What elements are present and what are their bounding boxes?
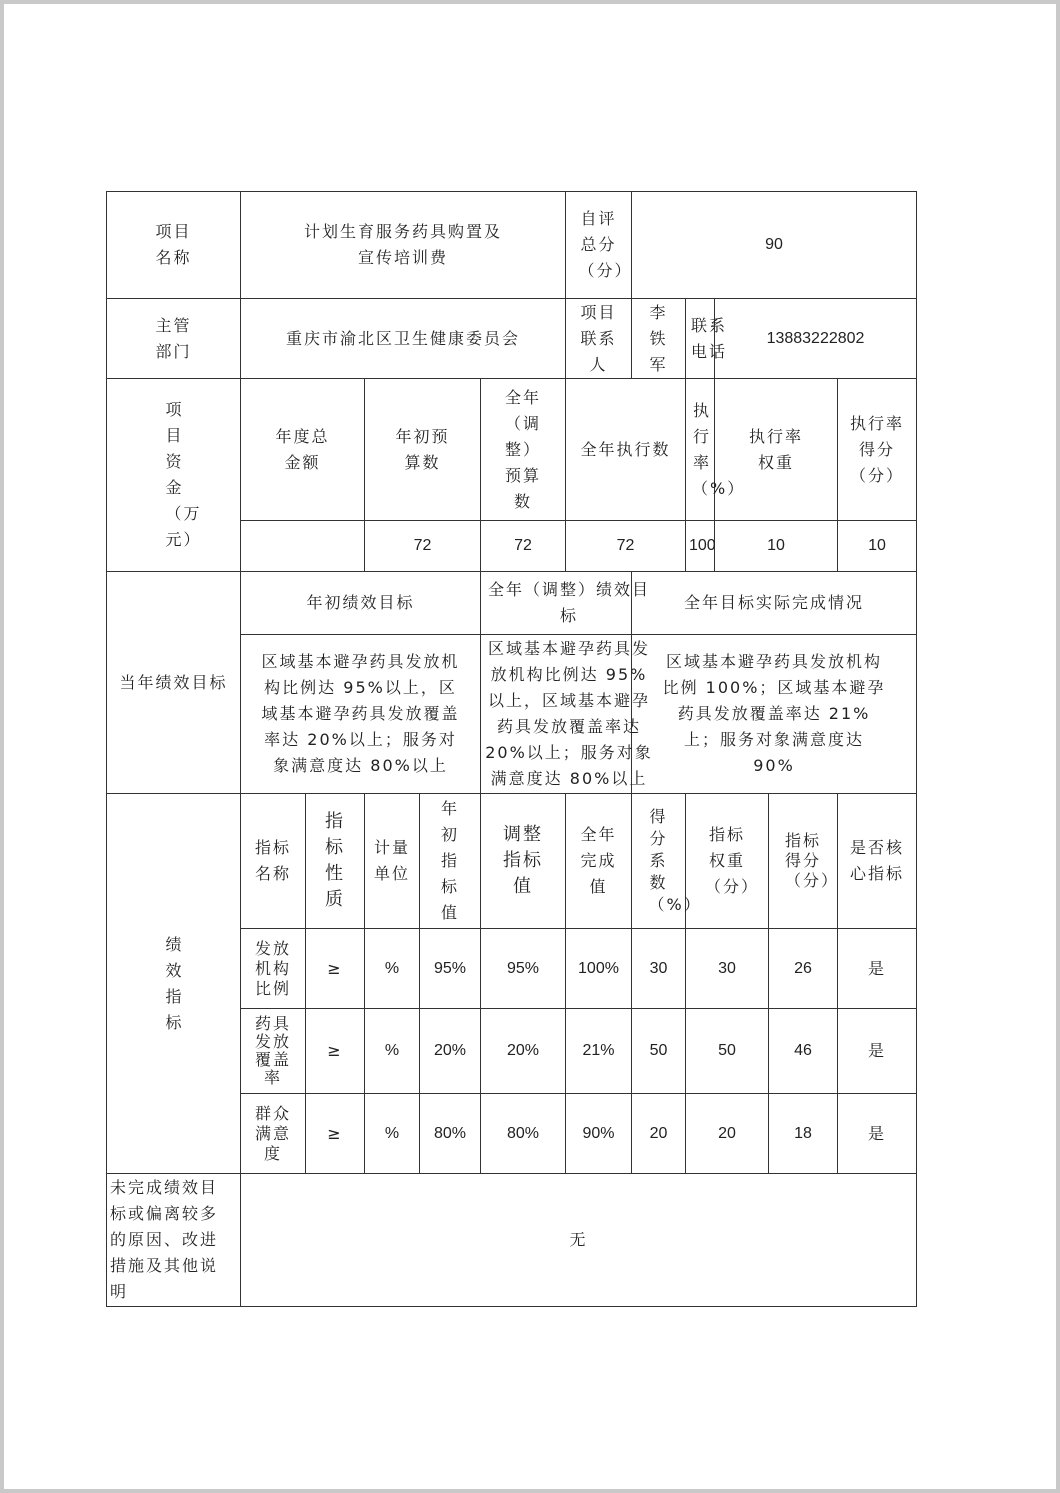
phone-label: 联系电话 bbox=[686, 299, 715, 379]
indicator-initial-value: 80% bbox=[420, 1094, 481, 1174]
indicator-header-adjusted: 调整指标值 bbox=[481, 794, 566, 929]
indicator-nature: ≥ bbox=[306, 929, 365, 1009]
department-row bbox=[107, 299, 917, 379]
performance-evaluation-table bbox=[106, 191, 917, 1307]
indicator-header-completed: 全年完成值 bbox=[566, 794, 632, 929]
indicator-header-weight: 指标权重（分） bbox=[686, 794, 769, 929]
indicator-name: 药具发放覆盖率 bbox=[241, 1009, 306, 1094]
funds-adjusted-header: 全年（调整）预算数 bbox=[481, 379, 566, 521]
indicator-nature: ≥ bbox=[306, 1094, 365, 1174]
goals-actual-text: 区域基本避孕药具发放机构比例 100%；区域基本避孕药具发放覆盖率达 21%上；服务对象满意度达 90% bbox=[632, 635, 917, 794]
goals-label: 当年绩效目标 bbox=[107, 572, 241, 794]
department-value: 重庆市渝北区卫生健康委员会 bbox=[241, 299, 566, 379]
indicator-core: 是 bbox=[838, 1094, 917, 1174]
indicator-core: 是 bbox=[838, 1009, 917, 1094]
indicator-header-score: 指标得分（分） bbox=[769, 794, 838, 929]
indicator-initial-value: 95% bbox=[420, 929, 481, 1009]
indicator-score: 18 bbox=[769, 1094, 838, 1174]
goals-header-row bbox=[107, 572, 917, 635]
indicator-adjusted-value: 20% bbox=[481, 1009, 566, 1094]
project-row bbox=[107, 192, 917, 299]
indicator-unit: % bbox=[365, 929, 420, 1009]
funds-adjusted-value: 72 bbox=[481, 521, 566, 572]
self-score-value: 90 bbox=[632, 192, 917, 299]
funds-weight-header: 执行率权重 bbox=[715, 379, 838, 521]
contact-value: 李铁军 bbox=[632, 299, 686, 379]
indicator-nature: ≥ bbox=[306, 1009, 365, 1094]
indicator-coefficient: 20 bbox=[632, 1094, 686, 1174]
funds-executed-value: 72 bbox=[566, 521, 686, 572]
indicator-weight: 50 bbox=[686, 1009, 769, 1094]
indicator-coefficient: 30 bbox=[632, 929, 686, 1009]
phone-value: 13883222802 bbox=[715, 299, 917, 379]
indicator-completed-value: 90% bbox=[566, 1094, 632, 1174]
goals-adjusted-text: 区域基本避孕药具发放机构比例达 95%以上，区域基本避孕药具发放覆盖率达 20%以上；服务对象满意度达 80%以上 bbox=[481, 635, 632, 794]
remarks-label: 未完成绩效目标或偏离较多的原因、改进措施及其他说明 bbox=[107, 1174, 241, 1307]
department-label: 主管部门 bbox=[107, 299, 241, 379]
indicator-header-name: 指标名称 bbox=[241, 794, 306, 929]
indicator-initial-value: 20% bbox=[420, 1009, 481, 1094]
indicator-header-unit: 计量单位 bbox=[365, 794, 420, 929]
indicator-unit: % bbox=[365, 1009, 420, 1094]
indicators-label: 绩效指标 bbox=[107, 794, 241, 1174]
funds-weight-value: 10 bbox=[715, 521, 838, 572]
indicator-adjusted-value: 95% bbox=[481, 929, 566, 1009]
indicator-name: 群众满意度 bbox=[241, 1094, 306, 1174]
funds-label: 项目资金（万元） bbox=[107, 379, 241, 572]
indicator-header-coefficient: 得分系数（%） bbox=[632, 794, 686, 929]
self-score-label: 自评总分（分） bbox=[566, 192, 632, 299]
indicator-header-row bbox=[107, 794, 917, 929]
indicator-score: 46 bbox=[769, 1009, 838, 1094]
project-name-value: 计划生育服务药具购置及宣传培训费 bbox=[241, 192, 566, 299]
remarks-value: 无 bbox=[241, 1174, 917, 1307]
funds-initial-value: 72 bbox=[365, 521, 481, 572]
funds-total-header: 年度总金额 bbox=[241, 379, 365, 521]
indicator-core: 是 bbox=[838, 929, 917, 1009]
funds-header-row bbox=[107, 379, 917, 521]
indicator-header-initial: 年初指标值 bbox=[420, 794, 481, 929]
indicator-adjusted-value: 80% bbox=[481, 1094, 566, 1174]
funds-initial-header: 年初预算数 bbox=[365, 379, 481, 521]
indicator-weight: 30 bbox=[686, 929, 769, 1009]
indicator-unit: % bbox=[365, 1094, 420, 1174]
goals-adjusted-header: 全年（调整）绩效目标 bbox=[481, 572, 632, 635]
indicator-weight: 20 bbox=[686, 1094, 769, 1174]
indicator-coefficient: 50 bbox=[632, 1009, 686, 1094]
project-name-label: 项目名称 bbox=[107, 192, 241, 299]
goals-initial-header: 年初绩效目标 bbox=[241, 572, 481, 635]
indicator-completed-value: 100% bbox=[566, 929, 632, 1009]
funds-total-value bbox=[241, 521, 365, 572]
funds-rate-value: 100 bbox=[686, 521, 715, 572]
funds-score-header: 执行率得分（分） bbox=[838, 379, 917, 521]
indicator-score: 26 bbox=[769, 929, 838, 1009]
funds-score-value: 10 bbox=[838, 521, 917, 572]
contact-label: 项目联系人 bbox=[566, 299, 632, 379]
indicator-header-core: 是否核心指标 bbox=[838, 794, 917, 929]
indicator-header-nature: 指标性质 bbox=[306, 794, 365, 929]
indicator-name: 发放机构比例 bbox=[241, 929, 306, 1009]
funds-rate-header: 执行率（%） bbox=[686, 379, 715, 521]
remarks-row bbox=[107, 1174, 917, 1307]
funds-executed-header: 全年执行数 bbox=[566, 379, 686, 521]
indicator-completed-value: 21% bbox=[566, 1009, 632, 1094]
goals-actual-header: 全年目标实际完成情况 bbox=[632, 572, 917, 635]
goals-initial-text: 区域基本避孕药具发放机构比例达 95%以上，区域基本避孕药具发放覆盖率达 20%以上；服务对象满意度达 80%以上 bbox=[241, 635, 481, 794]
